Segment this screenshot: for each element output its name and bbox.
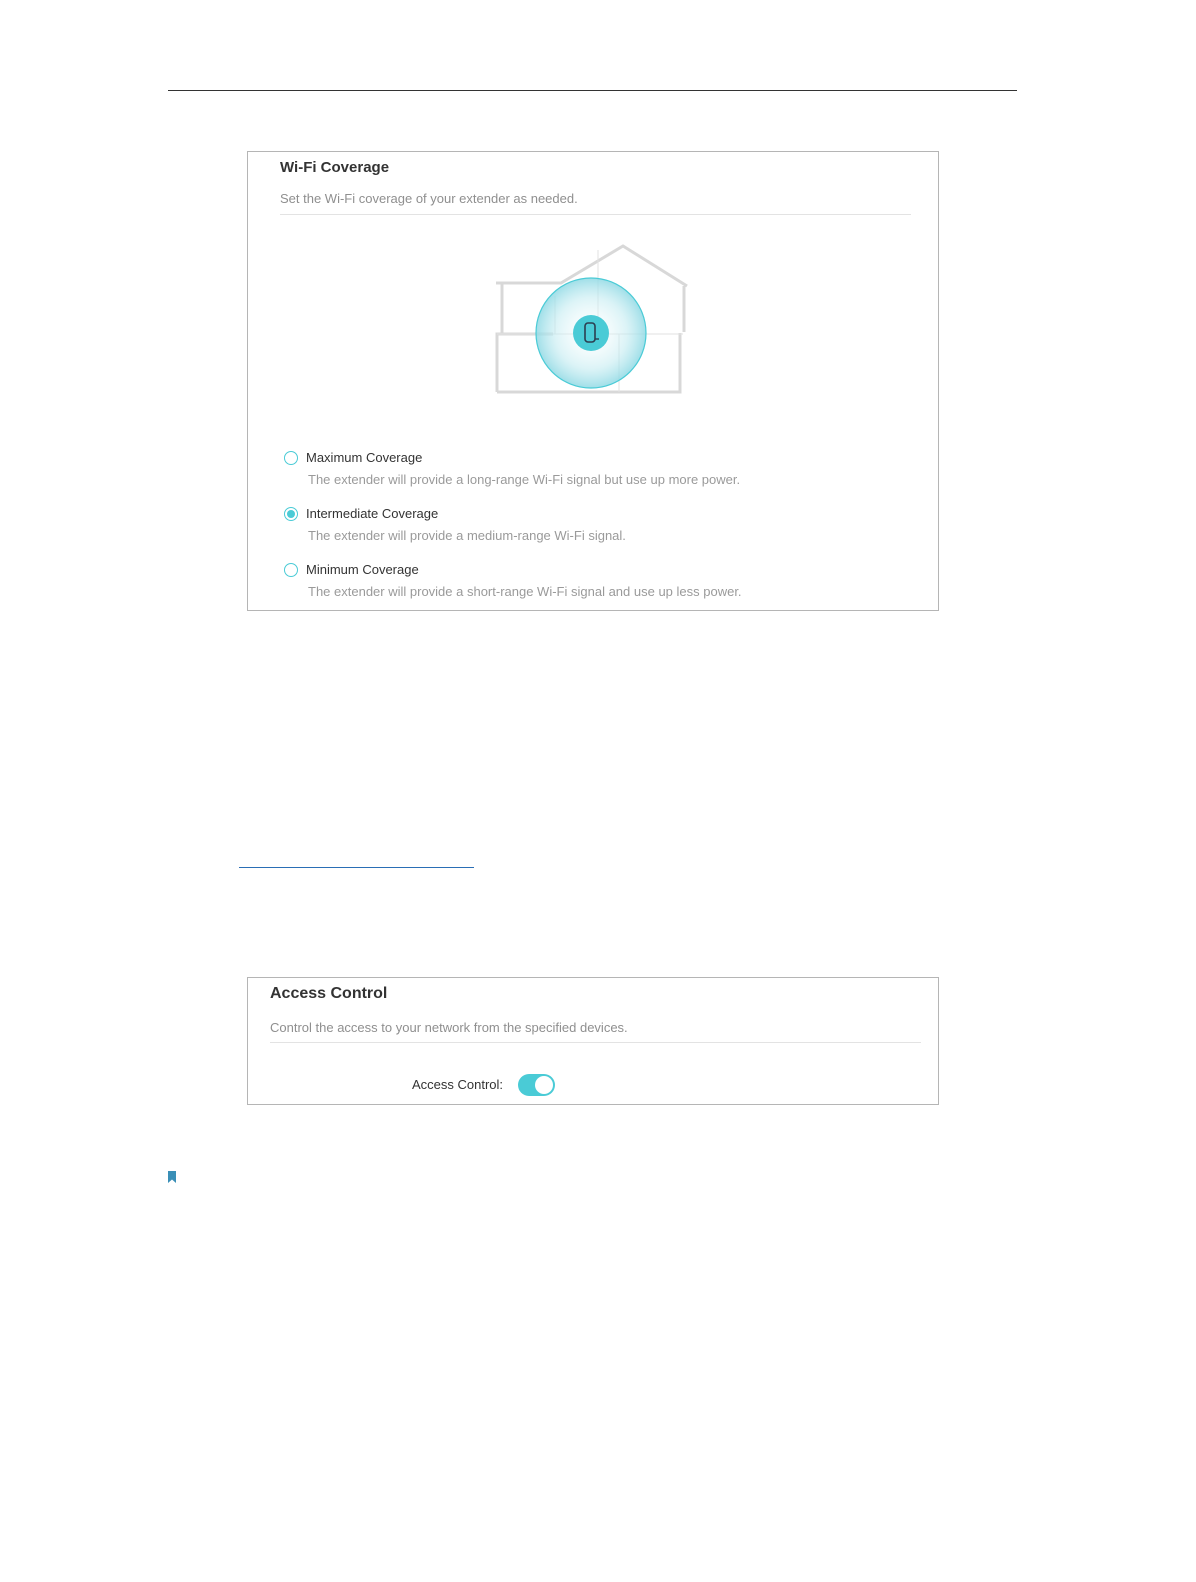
toggle-knob (535, 1076, 553, 1094)
radio-maximum-coverage[interactable] (284, 451, 298, 465)
header-rule (168, 90, 1017, 91)
wifi-coverage-subtitle: Set the Wi-Fi coverage of your extender as needed. (280, 191, 578, 206)
divider (270, 1042, 921, 1043)
option-intermediate-coverage[interactable] (284, 506, 924, 550)
extender-device-icon (573, 315, 609, 351)
bookmark-icon (168, 1171, 176, 1183)
link-underline[interactable] (239, 867, 474, 868)
radio-intermediate-coverage[interactable] (284, 507, 298, 521)
option-label: Minimum Coverage (306, 562, 419, 577)
access-control-panel (247, 977, 939, 1105)
option-minimum-coverage[interactable] (284, 562, 924, 606)
access-control-subtitle: Control the access to your network from the specified devices. (270, 1020, 628, 1035)
coverage-illustration (493, 238, 698, 398)
access-control-toggle[interactable] (518, 1074, 555, 1096)
divider (280, 214, 911, 215)
option-maximum-coverage[interactable] (284, 450, 924, 494)
access-control-label: Access Control: (412, 1077, 504, 1092)
option-label: Intermediate Coverage (306, 506, 439, 521)
option-description: The extender will provide a medium-range Wi-Fi signal. (308, 528, 626, 543)
option-description: The extender will provide a short-range Wi-Fi signal and use up less power. (308, 584, 742, 599)
radio-minimum-coverage[interactable] (284, 563, 298, 577)
wifi-coverage-panel (247, 151, 939, 611)
option-label: Maximum Coverage (306, 450, 423, 465)
access-control-title: Access Control (270, 985, 388, 1002)
option-description: The extender will provide a long-range Wi-Fi signal but use up more power. (308, 472, 741, 487)
wifi-coverage-title: Wi-Fi Coverage (280, 159, 390, 176)
